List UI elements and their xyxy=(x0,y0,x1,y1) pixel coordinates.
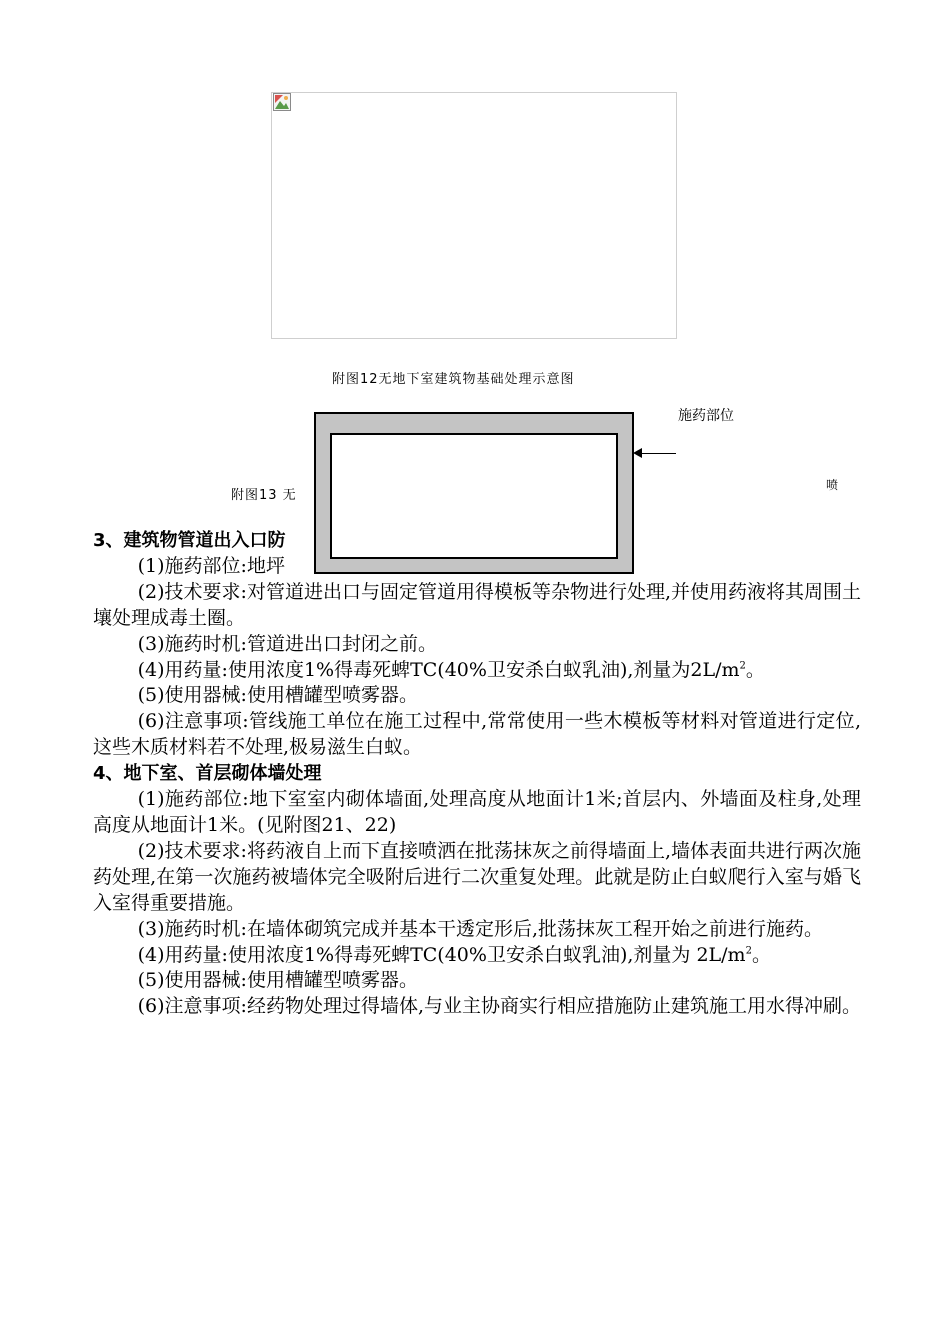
section-3-item-2: (2)技术要求:对管道进出口与固定管道用得模板等杂物进行处理,并使用药液将其周围土壤处理成毒土圈。 xyxy=(93,580,861,629)
section-4-item-2: (2)技术要求:将药液自上而下直接喷洒在批荡抹灰之前得墙面上,墙体表面共进行两次施药处理,在第一次施药被墙体完全吸附后进行二次重复处理。此就是防止白蚁爬行入室与婚飞入室得重要措施。 xyxy=(93,839,861,914)
spray-label: 喷 xyxy=(826,478,839,492)
figure-12-caption: 附图12无地下室建筑物基础处理示意图 xyxy=(332,372,575,387)
arrow-line xyxy=(640,453,676,454)
section-4-item-1: (1)施药部位:地下室室内砌体墙面,处理高度从地面计1米;首层内、外墙面及柱身,处理高度从地面计1米。(见附图21、22) xyxy=(93,788,861,836)
section-4-item-6: (6)注意事项:经药物处理过得墙体,与业主协商实行相应措施防止建筑施工用水得冲刷。 xyxy=(137,995,861,1018)
arrow-left-icon xyxy=(633,448,642,458)
figure-13-caption: 附图13 无 xyxy=(231,488,297,503)
document-body xyxy=(93,528,861,1020)
section-4-item-3: (3)施药时机:在墙体砌筑完成并基本干透定形后,批荡抹灰工程开始之前进行施药。 xyxy=(137,917,823,940)
section-4-item-4: (4)用药量:使用浓度1%得毒死蜱TC(40%卫安杀白蚁乳油),剂量为 $2L/m^2$。 xyxy=(137,943,771,966)
section-3-item-4: (4)用药量:使用浓度1%得毒死蜱TC(40%卫安杀白蚁乳油),剂量为$2L/m^2$。 xyxy=(137,658,765,681)
section-4-heading: 4、地下室、首层砌体墙处理 xyxy=(93,763,322,785)
section-4-item-5: (5)使用器械:使用槽罐型喷雾器。 xyxy=(137,969,418,992)
section-3-heading: 3、建筑物管道出入口防 xyxy=(93,530,286,551)
application-site-label: 施药部位 xyxy=(678,408,734,424)
section-3-item-5: (5)使用器械:使用槽罐型喷雾器。 xyxy=(137,684,418,707)
section-3-item-6: (6)注意事项:管线施工单位在施工过程中,常常使用一些木模板等材料对管道进行定位,这些木质材料若不处理,极易滋生白蚁。 xyxy=(93,710,861,759)
figure-12-image xyxy=(271,92,677,339)
section-3-item-1: (1)施药部位:地坪 xyxy=(137,554,285,577)
broken-image-icon xyxy=(273,93,291,111)
section-3-item-3: (3)施药时机:管道进出口封闭之前。 xyxy=(137,632,437,655)
